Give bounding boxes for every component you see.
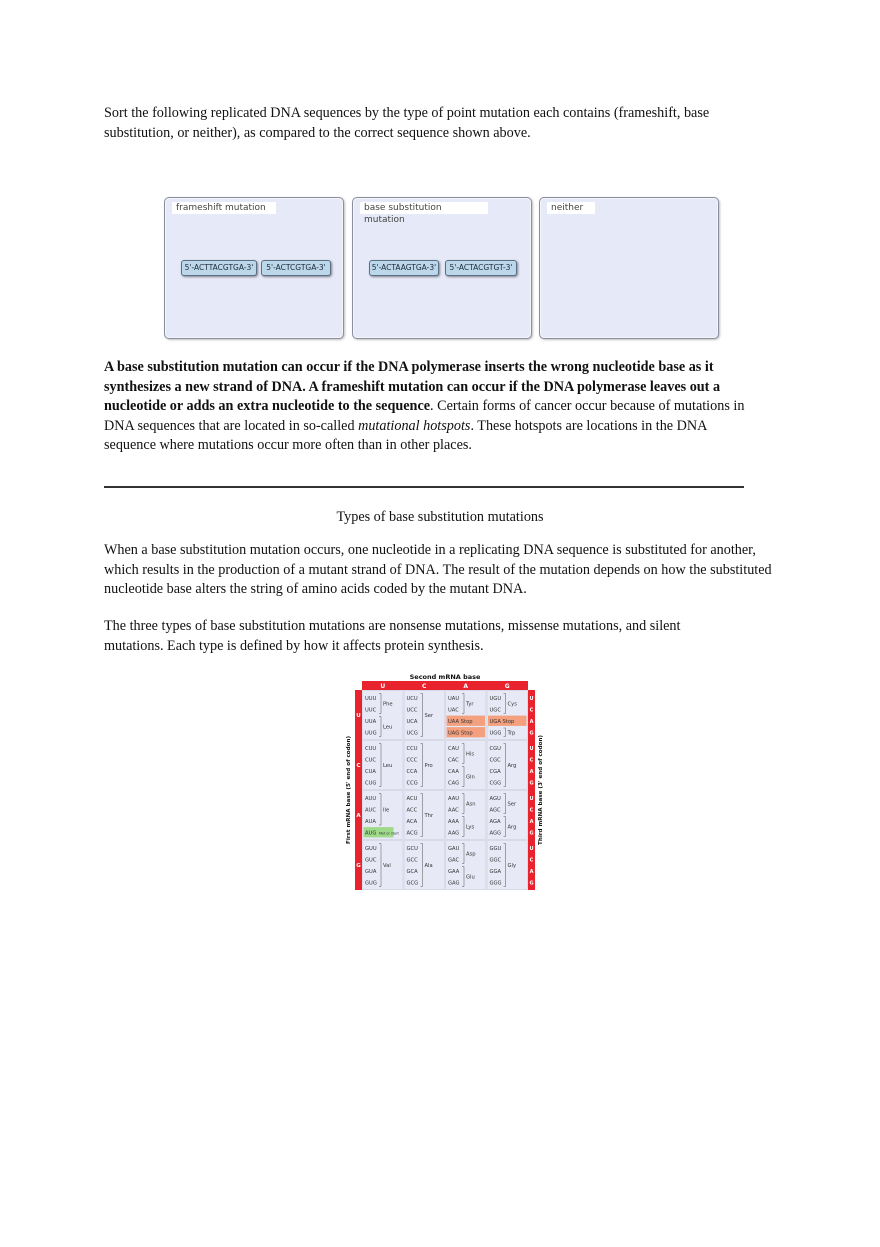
codon-label: CAA xyxy=(448,768,459,775)
amino-acid-label: Asp xyxy=(466,851,476,858)
codon-label: CGA xyxy=(489,768,501,775)
codon-label: UAG Stop xyxy=(448,730,473,737)
codon-label: CUU xyxy=(365,745,377,752)
codon-label: CUC xyxy=(365,757,377,764)
codon-label: CGU xyxy=(489,745,501,752)
codon-label: GAU xyxy=(448,845,460,852)
third-base-label: A xyxy=(529,868,534,875)
codon-label: GGU xyxy=(489,845,502,852)
codon-label: UCA xyxy=(406,718,418,725)
codon-label: UUC xyxy=(365,707,377,714)
codon-label: UCC xyxy=(406,707,418,714)
third-base-label: U xyxy=(529,745,534,752)
codon-label: UCU xyxy=(406,695,418,702)
body-paragraph: When a base substitution mutation occurs, one nucleotide in a replicating DNA sequence is substituted for another, which results in the production of a mutant strand of DNA. The result of the mutation depends on how the substituted nucleotide base alters the string of amino acids coded by the mutant DNA. xyxy=(104,542,772,597)
first-base-axis-label: First mRNA base (5' end of codon) xyxy=(346,736,352,844)
codon-label: CUG xyxy=(365,780,377,787)
base-substitution-drop-zone[interactable] xyxy=(352,197,532,339)
sequence-chip[interactable]: 5'-ACTTACGTGA-3' xyxy=(181,260,257,276)
third-base-label: G xyxy=(529,780,534,787)
codon-label: AUC xyxy=(365,807,376,814)
codon-label: ACU xyxy=(406,795,418,802)
codon-label: ACG xyxy=(406,830,418,837)
amino-acid-label: Tyr xyxy=(466,701,474,708)
amino-acid-label: Val xyxy=(383,863,391,869)
codon-label: AAA xyxy=(448,818,459,825)
codon-label: UAC xyxy=(448,707,459,714)
codon-label: CCU xyxy=(406,745,418,752)
first-base-label: C xyxy=(356,763,361,769)
explanation-paragraph xyxy=(104,358,754,456)
codon-label: ACC xyxy=(406,807,418,814)
amino-acid-label: Arg xyxy=(507,763,517,769)
codon-label: ACA xyxy=(406,818,418,825)
codon-label: GUG xyxy=(365,880,377,887)
amino-acid-label: Glu xyxy=(466,874,475,881)
codon-label: UGU xyxy=(489,695,502,702)
body-paragraph: The three types of base substitution mutations are nonsense mutations, missense mutations, and silent mutations. Each type is defined by how it affects protein synthesis. xyxy=(104,618,681,654)
second-base-label: A xyxy=(463,683,469,690)
third-base-label: C xyxy=(529,807,534,814)
amino-acid-label: Ala xyxy=(424,863,433,869)
codon-label: GCC xyxy=(406,857,418,864)
bin-label: neither xyxy=(547,202,595,214)
amino-acid-label: Phe xyxy=(383,701,393,708)
amino-acid-label: Arg xyxy=(507,824,517,831)
codon-label: GCG xyxy=(406,880,419,887)
frameshift-drop-zone[interactable] xyxy=(164,197,344,339)
codon-label: UAA Stop xyxy=(448,718,473,725)
codon-label: AGG xyxy=(489,830,501,837)
codon-label: GCU xyxy=(406,845,418,852)
codon-label: CGG xyxy=(489,780,502,787)
amino-acid-label: His xyxy=(466,751,475,758)
third-base-label: C xyxy=(529,757,534,764)
third-base-label: A xyxy=(529,718,534,725)
codon-label: UUA xyxy=(365,718,377,725)
sequence-chip[interactable]: 5'-ACTACGTGT-3' xyxy=(445,260,517,276)
third-base-label: C xyxy=(529,857,534,864)
bold-definition: A base substitution mutation can occur if the DNA polymerase inserts the wrong nucleotide base as it synthesizes a new strand of DNA. A frameshift mutation can occur if the DNA polymerase leaves out a nucleotide or adds an extra nucleotide to the sequence xyxy=(104,359,721,414)
codon-label: GUA xyxy=(365,868,377,875)
bin-label: base substitution mutation xyxy=(360,202,488,214)
first-base-label: U xyxy=(356,713,361,719)
third-base-label: A xyxy=(529,818,534,825)
codon-label: AUA xyxy=(365,818,376,825)
codon-label: UGA Stop xyxy=(489,718,515,725)
start-codon-note: Met or start xyxy=(379,831,399,836)
codon-label: CCC xyxy=(406,757,418,764)
second-base-label: C xyxy=(422,683,427,690)
third-base-label: C xyxy=(529,707,534,714)
table-title: Second mRNA base xyxy=(409,673,481,681)
first-base-label: A xyxy=(356,813,361,819)
amino-acid-label: Asn xyxy=(466,801,476,808)
codon-label: AUU xyxy=(365,795,377,802)
codon-label: CAU xyxy=(448,745,459,752)
amino-acid-label: Thr xyxy=(424,813,434,819)
italic-term: mutational hotspots xyxy=(358,417,471,434)
amino-acid-label: Gly xyxy=(507,863,517,869)
codon-label: AUG xyxy=(365,830,377,837)
header-bar xyxy=(362,681,528,690)
amino-acid-label: Ser xyxy=(424,713,434,719)
third-base-label: G xyxy=(529,830,534,837)
codon-label: UAU xyxy=(448,695,460,702)
codon-label: UUU xyxy=(365,695,377,702)
codon-label: CGC xyxy=(489,757,501,764)
sequence-chip[interactable]: 5'-ACTCGTGA-3' xyxy=(261,260,331,276)
third-base-label: G xyxy=(529,880,534,887)
codon-label: AGU xyxy=(489,795,501,802)
amino-acid-label: Leu xyxy=(383,763,393,769)
codon-label: CCG xyxy=(406,780,418,787)
codon-label: CAG xyxy=(448,780,460,787)
third-base-axis-label: Third mRNA base (3' end of codon) xyxy=(538,735,544,845)
third-base-label: U xyxy=(529,845,534,852)
bin-label: frameshift mutation xyxy=(172,202,276,214)
codon-label: GAG xyxy=(448,880,460,887)
codon-label: AAU xyxy=(448,795,460,802)
codon-label: UCG xyxy=(406,730,418,737)
left-bar xyxy=(355,690,362,890)
codon-label: UGC xyxy=(489,707,501,714)
third-base-label: G xyxy=(529,730,534,737)
codon-label: AAG xyxy=(448,830,460,837)
codon-label: GCA xyxy=(406,868,418,875)
third-base-label: U xyxy=(529,695,534,702)
amino-acid-label: Leu xyxy=(383,724,393,731)
codon-label: GGA xyxy=(489,868,502,875)
sequence-chip[interactable]: 5'-ACTAAGTGA-3' xyxy=(369,260,439,276)
neither-drop-zone[interactable] xyxy=(539,197,719,339)
horizontal-rule xyxy=(104,486,744,488)
amino-acid-label: Cys xyxy=(507,701,517,708)
codon-label: UUG xyxy=(365,730,377,737)
amino-acid-label: Lys xyxy=(466,824,475,831)
codon-label: AGA xyxy=(489,818,501,825)
codon-label: GGC xyxy=(489,857,502,864)
text-segment: . Certain forms of cancer occur because of mutations in DNA sequences that are located in so-called xyxy=(104,398,745,434)
codon-label: GGG xyxy=(489,880,502,887)
codon-label: AAC xyxy=(448,807,459,814)
third-base-label: U xyxy=(529,795,534,802)
codon-label: GUU xyxy=(365,845,377,852)
text-segment: . These hotspots are locations in the DNA sequence where mutations occur more often than in other places. xyxy=(104,417,707,453)
codon-label: GAC xyxy=(448,857,460,864)
amino-acid-label: Pro xyxy=(424,763,433,769)
first-base-label: G xyxy=(356,863,361,869)
amino-acid-label: Ser xyxy=(507,801,517,808)
third-base-label: A xyxy=(529,768,534,775)
second-base-label: U xyxy=(380,683,386,690)
instructions-text: Sort the following replicated DNA sequences by the type of point mutation each contains (frameshift, base substitution, or neither), as compared to the correct sequence shown above. xyxy=(104,105,710,141)
codon-label: GAA xyxy=(448,868,460,875)
codon-label: AGC xyxy=(489,807,501,814)
second-base-label: G xyxy=(504,683,510,690)
amino-acid-label: Ile xyxy=(383,807,390,814)
codon-label: CAC xyxy=(448,757,459,764)
codon-table-figure xyxy=(341,670,544,894)
section-heading: Types of base substitution mutations xyxy=(336,509,544,525)
amino-acid-label: Trp xyxy=(507,730,516,737)
codon-label: UGG xyxy=(489,730,502,737)
codon-label: GUC xyxy=(365,857,377,864)
codon-label: CCA xyxy=(406,768,418,775)
codon-label: CUA xyxy=(365,768,376,775)
amino-acid-label: Gln xyxy=(466,774,475,781)
